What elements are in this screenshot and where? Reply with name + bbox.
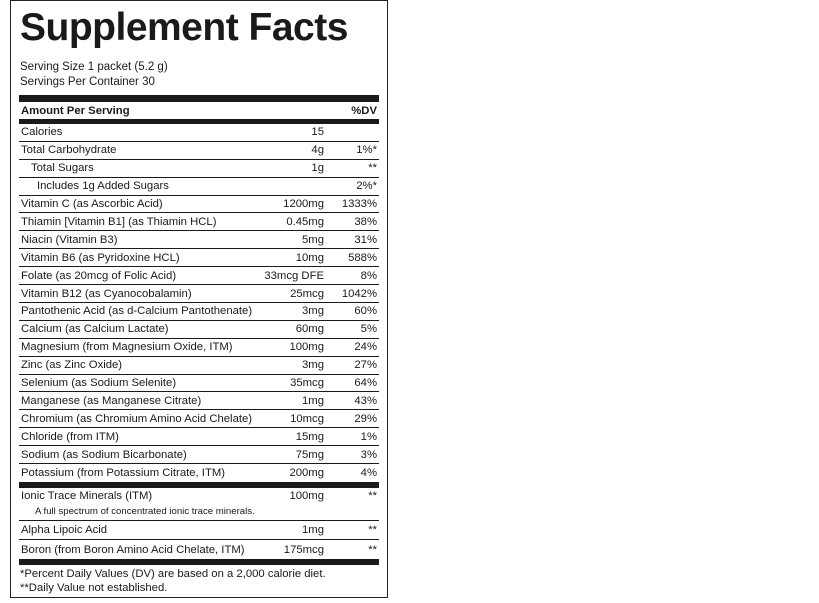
nutrient-name: Total Carbohydrate (21, 144, 117, 157)
nutrient-amount: 1200mg (283, 198, 324, 211)
nutrient-amount: 10mcg (290, 412, 324, 425)
nutrient-dv: 1% (360, 430, 377, 443)
nutrient-row (19, 357, 379, 375)
nutrient-name: Magnesium (from Magnesium Oxide, ITM) (21, 341, 233, 354)
nutrient-dv: 31% (354, 233, 377, 246)
nutrient-amount: 60mg (295, 323, 324, 336)
nutrient-row (19, 428, 379, 446)
panel-title: Supplement Facts (20, 6, 348, 49)
dv-header: %DV (351, 104, 377, 117)
nutrient-row (19, 160, 379, 178)
nutrient-amount: 15mg (295, 430, 324, 443)
nutrient-name: Sodium (as Sodium Bicarbonate) (21, 448, 187, 461)
nutrient-amount: 4g (311, 144, 324, 157)
nutrient-name: Selenium (as Sodium Selenite) (21, 377, 177, 390)
serving-size: Serving Size 1 packet (5.2 g) (20, 61, 168, 73)
servings-per-container: Servings Per Container 30 (20, 76, 155, 88)
nutrient-row (19, 124, 379, 142)
nutrient-row (19, 231, 379, 249)
nutrient-name: Vitamin C (as Ascorbic Acid) (21, 198, 163, 211)
nutrient-name: Niacin (Vitamin B3) (21, 233, 118, 246)
nutrient-dv: 60% (354, 305, 377, 318)
nutrient-amount: 0.45mg (286, 215, 324, 228)
nutrient-row-boron: Boron (from Boron Amino Acid Chelate, ITM) 175mcg ** (21, 543, 377, 556)
nutrient-row (19, 393, 379, 411)
nutrient-amount: 35mcg (290, 377, 324, 390)
nutrient-dv: 8% (360, 269, 377, 282)
nutrient-name: Folate (as 20mcg of Folic Acid) (21, 269, 177, 282)
nutrient-row (19, 214, 379, 232)
nutrient-name: Calories (21, 126, 63, 139)
nutrient-row-ionic-trace-minerals: Ionic Trace Minerals (ITM) 100mg ** (21, 490, 377, 502)
nutrient-name: Chloride (from ITM) (21, 430, 119, 443)
nutrient-row (19, 321, 379, 339)
nutrient-amount: 1g (311, 162, 324, 175)
nutrient-row (19, 303, 379, 321)
nutrient-dv: 1042% (341, 287, 377, 300)
nutrient-amount: 200mg (289, 467, 324, 480)
thick-divider-bottom (19, 559, 379, 565)
nutrient-name: Zinc (as Zinc Oxide) (21, 359, 123, 372)
nutrient-amount: 5mg (302, 233, 324, 246)
nutrient-dv: 29% (354, 412, 377, 425)
nutrient-name: Vitamin B6 (as Pyridoxine HCL) (21, 251, 180, 264)
nutrient-row-alpha-lipoic-acid: Alpha Lipoic Acid 1mg ** (19, 521, 379, 540)
nutrient-dv: 64% (354, 377, 377, 390)
nutrient-name: Manganese (as Manganese Citrate) (21, 394, 202, 407)
nutrient-name: Includes 1g Added Sugars (37, 180, 169, 193)
nutrient-amount: 25mcg (290, 287, 324, 300)
nutrient-row (19, 249, 379, 267)
nutrient-name: Thiamin [Vitamin B1] (as Thiamin HCL) (21, 215, 217, 228)
nutrient-dv: 2%* (356, 180, 377, 193)
nutrient-amount: 10mg (295, 251, 324, 264)
nutrient-amount: 100mg (289, 341, 324, 354)
nutrient-name: Chromium (as Chromium Amino Acid Chelate) (21, 412, 253, 425)
nutrient-dv: 24% (354, 341, 377, 354)
nutrient-amount: 33mcg DFE (264, 269, 324, 282)
not-established-footnote: **Daily Value not established. (20, 582, 168, 594)
nutrient-name: Potassium (from Potassium Citrate, ITM) (21, 467, 226, 480)
nutrient-row (19, 178, 379, 196)
nutrient-dv: 38% (354, 215, 377, 228)
nutrient-row (19, 285, 379, 303)
nutrient-name: Total Sugars (31, 162, 94, 175)
nutrient-row (19, 375, 379, 393)
nutrient-amount: 75mg (295, 448, 324, 461)
dv-footnote: *Percent Daily Values (DV) are based on a 2,000 calorie diet. (20, 568, 326, 580)
nutrient-row (19, 446, 379, 464)
nutrient-name: Vitamin B12 (as Cyanocobalamin) (21, 287, 192, 300)
nutrient-dv: 5% (360, 323, 377, 336)
nutrient-dv: ** (368, 162, 377, 175)
nutrient-row (19, 410, 379, 428)
column-header-row (19, 102, 379, 120)
supplement-facts-panel (10, 0, 388, 598)
thick-divider-top (19, 95, 379, 102)
nutrient-dv: 1%* (356, 144, 377, 157)
nutrient-dv: 588% (348, 251, 377, 264)
nutrient-amount: 3mg (302, 305, 324, 318)
nutrient-name: Calcium (as Calcium Lactate) (21, 323, 169, 336)
nutrient-row (19, 196, 379, 214)
nutrient-dv: 4% (360, 467, 377, 480)
nutrient-dv: 3% (360, 448, 377, 461)
nutrient-amount: 1mg (302, 394, 324, 407)
nutrient-row (19, 142, 379, 160)
nutrient-row (19, 267, 379, 285)
nutrient-name: Pantothenic Acid (as d-Calcium Pantothenate) (21, 305, 253, 318)
nutrient-amount: 15 (311, 126, 324, 139)
nutrient-dv: 43% (354, 394, 377, 407)
nutrient-row (19, 464, 379, 482)
nutrient-amount: 3mg (302, 359, 324, 372)
nutrient-dv: 1333% (341, 198, 377, 211)
amount-per-serving-header: Amount Per Serving (21, 104, 130, 117)
nutrient-row (19, 339, 379, 357)
nutrient-dv: 27% (354, 359, 377, 372)
ionic-trace-minerals-note: A full spectrum of concentrated ionic trace minerals. (35, 506, 255, 517)
